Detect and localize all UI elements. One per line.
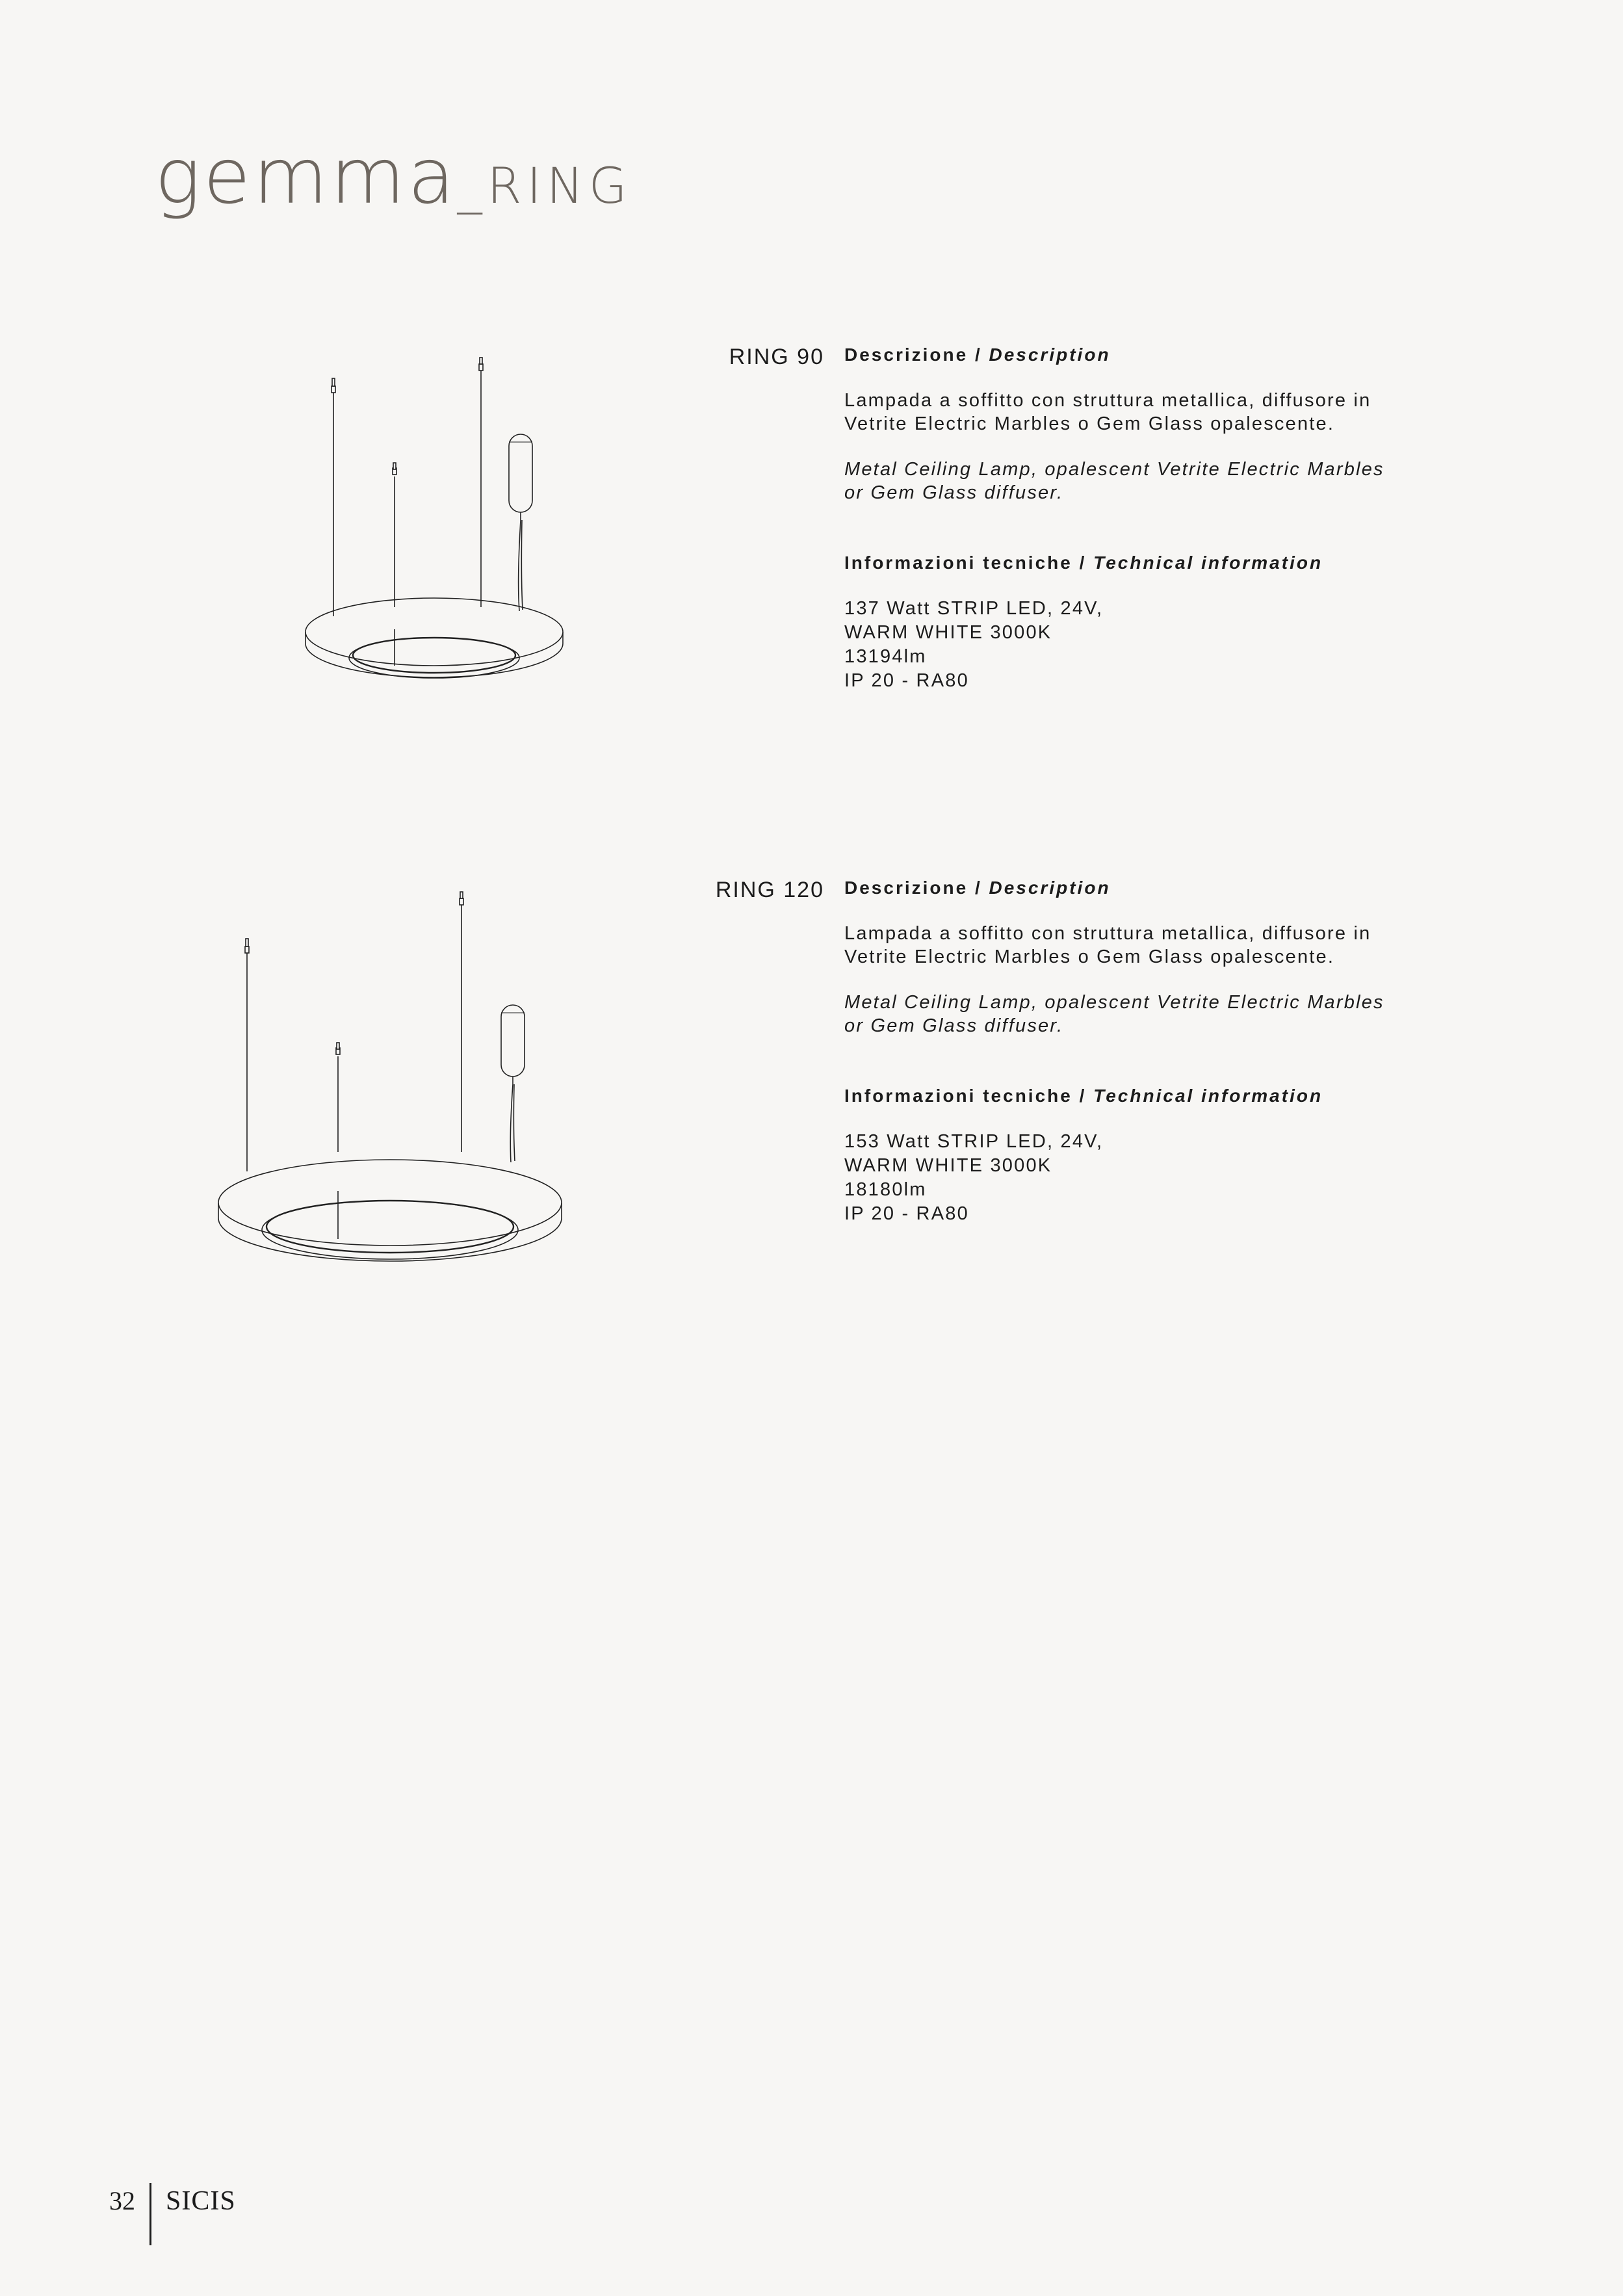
spec-line: IP 20 - RA80 <box>844 1203 969 1224</box>
spec-line: 13194lm <box>844 646 927 667</box>
description-heading: Descrizione / Description <box>844 878 1111 898</box>
page-footer <box>109 2183 236 2245</box>
product-info <box>844 878 1494 1226</box>
product-ring-120 <box>0 871 1623 1300</box>
description-heading: Descrizione / Description <box>844 345 1111 365</box>
spec-line: WARM WHITE 3000K <box>844 1155 1052 1176</box>
product-ring-90 <box>0 338 1623 715</box>
ring-120-lamp-drawing <box>195 871 585 1287</box>
description-it: Lampada a soffitto con struttura metallica, diffusore in Vetrite Electric Marbles o Gem Glass opalescente. <box>844 390 1371 434</box>
technical-heading-en: Technical information <box>1093 553 1323 573</box>
description-it: Lampada a soffitto con struttura metallica, diffusore in Vetrite Electric Marbles o Gem Glass opalescente. <box>844 923 1371 967</box>
spec-line: IP 20 - RA80 <box>844 670 969 691</box>
technical-heading: Informazioni tecniche / Technical information <box>844 553 1323 573</box>
description-heading-it: Descrizione <box>844 878 968 898</box>
product-info <box>844 345 1494 693</box>
spec-line: WARM WHITE 3000K <box>844 622 1052 643</box>
spec-line: 18180lm <box>844 1179 927 1200</box>
technical-specs <box>844 597 1494 693</box>
description-heading-en: Description <box>989 345 1111 365</box>
description-heading-it: Descrizione <box>844 345 968 365</box>
title-brand: gemma <box>155 131 458 221</box>
model-name: RING 90 <box>729 345 824 369</box>
page-title <box>155 131 632 221</box>
description-heading-en: Description <box>989 878 1111 898</box>
technical-heading: Informazioni tecniche / Technical information <box>844 1086 1323 1106</box>
page-number: 32 <box>109 2186 135 2215</box>
spec-line: 153 Watt STRIP LED, 24V, <box>844 1131 1104 1152</box>
ring-90-lamp-drawing <box>286 338 585 702</box>
footer-brand: SICIS <box>166 2186 236 2216</box>
technical-heading-en: Technical information <box>1093 1086 1323 1106</box>
description-en: Metal Ceiling Lamp, opalescent Vetrite Electric Marbles or Gem Glass diffuser. <box>844 459 1384 503</box>
technical-specs <box>844 1130 1494 1226</box>
model-name: RING 120 <box>715 878 824 902</box>
spec-line: 137 Watt STRIP LED, 24V, <box>844 598 1104 619</box>
technical-heading-it: Informazioni tecniche <box>844 1086 1072 1106</box>
description-en: Metal Ceiling Lamp, opalescent Vetrite Electric Marbles or Gem Glass diffuser. <box>844 992 1384 1036</box>
title-subtitle: _RING <box>457 157 632 215</box>
technical-heading-it: Informazioni tecniche <box>844 553 1072 573</box>
